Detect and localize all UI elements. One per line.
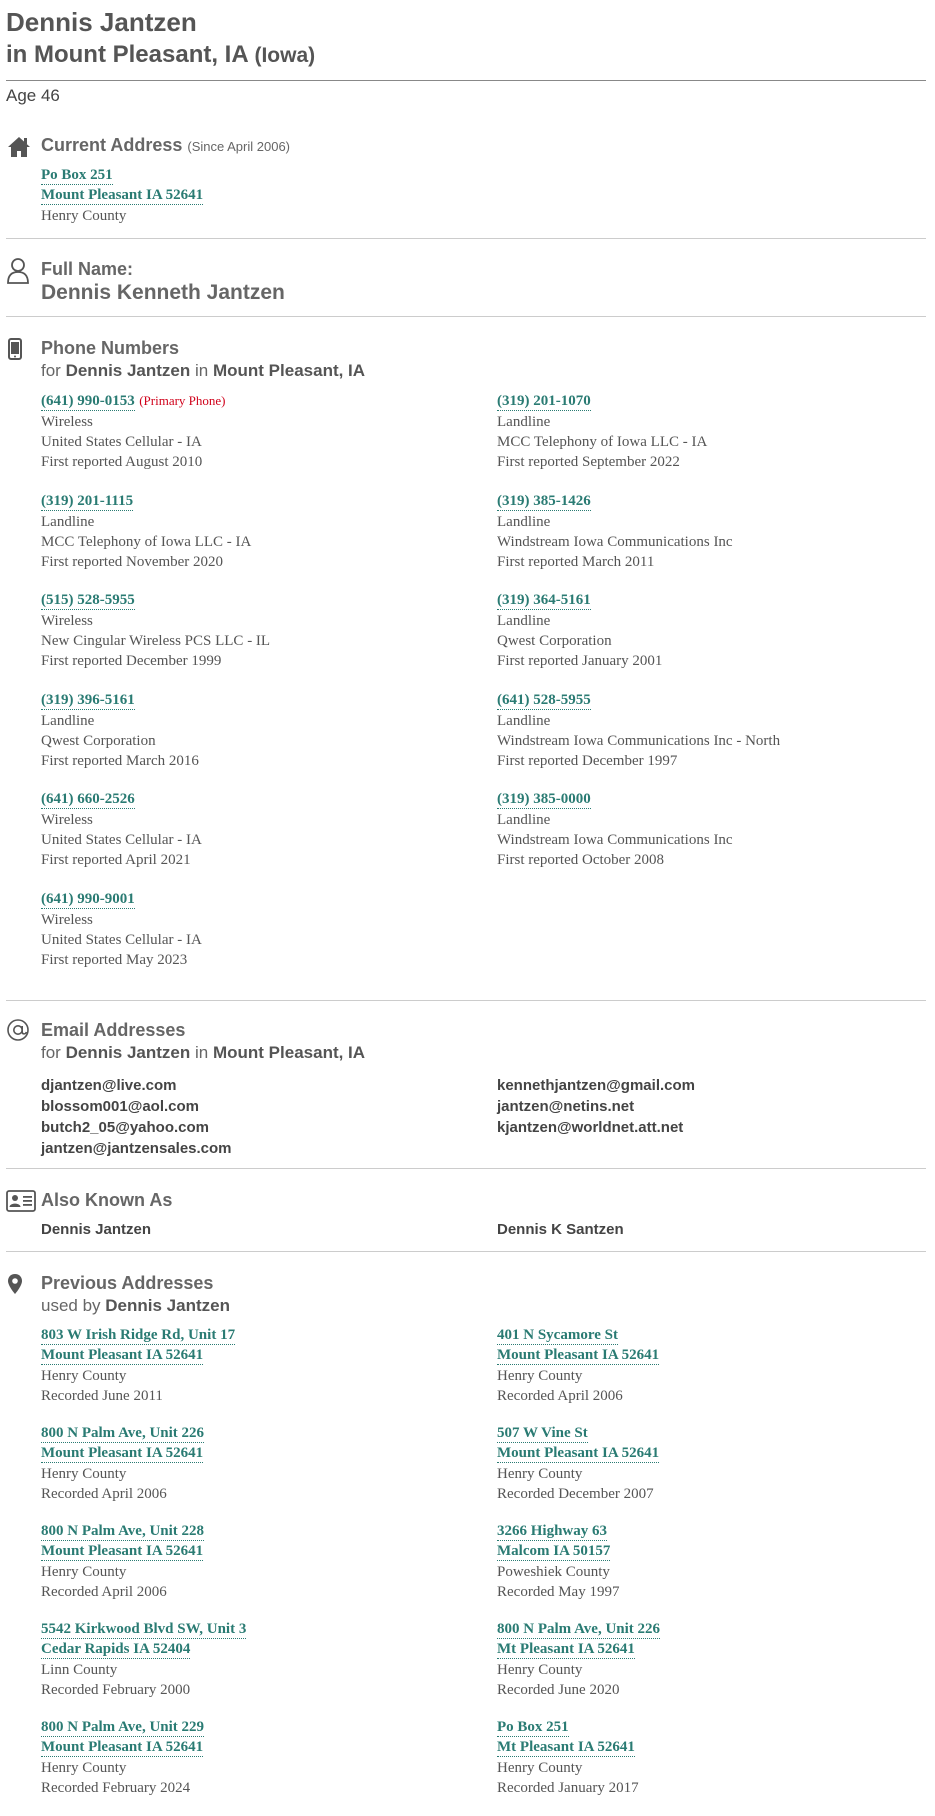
address-recorded: Recorded May 1997: [497, 1584, 620, 1600]
sub-in: in: [195, 1043, 209, 1062]
address-recorded: Recorded December 2007: [497, 1486, 654, 1502]
phone-reported: First reported April 2021: [41, 852, 191, 868]
phone-entry: [41, 492, 481, 572]
phone-number-link[interactable]: (319) 385-1426: [497, 492, 591, 509]
phone-number-link[interactable]: (319) 364-5161: [497, 592, 591, 608]
sub-name: Dennis Jantzen: [65, 1043, 191, 1062]
address-line2-link[interactable]: Malcom IA 50157: [497, 1543, 611, 1559]
phone-number-link[interactable]: (641) 990-0153: [41, 393, 135, 409]
phone-entry: [497, 492, 935, 572]
address-line1-link[interactable]: 5542 Kirkwood Blvd SW, Unit 3: [41, 1621, 247, 1637]
email-item[interactable]: kjantzen@worldnet.att.net: [497, 1119, 684, 1136]
section-divider: [6, 1251, 926, 1252]
current-address-line1-link[interactable]: Po Box 251: [41, 167, 113, 183]
phone-type: Landline: [41, 712, 95, 729]
header-divider: [6, 80, 926, 81]
email-list-right: [497, 1075, 695, 1138]
previous-address-entry: [497, 1718, 935, 1798]
previous-address-entry: [497, 1326, 935, 1406]
address-recorded: Recorded April 2006: [41, 1486, 167, 1502]
address-line1-link[interactable]: 401 N Sycamore St: [497, 1327, 618, 1343]
phone-reported: First reported May 2023: [41, 951, 188, 968]
address-line2-link[interactable]: Mount Pleasant IA 52641: [497, 1445, 660, 1461]
email-addresses-title: Email Addresses: [41, 1020, 186, 1040]
phone-entry: [41, 691, 481, 771]
email-item[interactable]: blossom001@aol.com: [41, 1098, 200, 1115]
previous-address-entry: [497, 1424, 935, 1504]
phone-reported: First reported March 2016: [41, 752, 199, 769]
full-name-value: Dennis Kenneth Jantzen: [41, 281, 285, 304]
phone-reported: First reported November 2020: [41, 553, 224, 570]
phone-type: Wireless: [41, 812, 93, 828]
phone-entry: [41, 392, 481, 472]
phone-carrier: MCC Telephony of Iowa LLC - IA: [41, 533, 252, 550]
previous-addresses-title: Previous Addresses: [41, 1273, 214, 1293]
primary-phone-badge: (Primary Phone): [139, 393, 226, 408]
previous-addresses-subtitle: [41, 1296, 230, 1316]
user-icon: [6, 256, 30, 284]
sub-name: Dennis Jantzen: [65, 361, 191, 380]
current-address-block: [41, 166, 481, 226]
full-name-label: Full Name:: [41, 259, 134, 279]
phone-entry: [41, 591, 481, 671]
address-line2-link[interactable]: Mount Pleasant IA 52641: [41, 1739, 204, 1755]
previous-address-entry: [497, 1620, 935, 1700]
aka-name[interactable]: Dennis Jantzen: [41, 1221, 152, 1238]
phone-reported: First reported September 2022: [497, 454, 680, 470]
previous-address-entry: [41, 1424, 481, 1504]
address-recorded: Recorded February 2000: [41, 1682, 191, 1698]
at-icon: [6, 1018, 30, 1042]
address-line1-link[interactable]: 800 N Palm Ave, Unit 226: [497, 1621, 661, 1637]
address-county: Poweshiek County: [497, 1564, 610, 1580]
phone-number-link[interactable]: (319) 385-0000: [497, 791, 591, 807]
id-card-icon: [6, 1190, 36, 1212]
sub-loc: Mount Pleasant, IA: [212, 361, 366, 380]
phone-type: Landline: [497, 613, 551, 629]
phone-reported: First reported December 1997: [497, 752, 678, 769]
phone-number-link[interactable]: (641) 528-5955: [497, 691, 591, 708]
phone-entry: [497, 591, 935, 671]
page-subtitle: [6, 38, 926, 73]
phone-type: Wireless: [41, 613, 93, 629]
address-county: Henry County: [41, 1564, 127, 1580]
address-county: Henry County: [497, 1662, 583, 1678]
phone-numbers-title: Phone Numbers: [41, 338, 180, 358]
previous-address-entry: [41, 1718, 481, 1798]
address-line2-link[interactable]: Mount Pleasant IA 52641: [497, 1347, 660, 1363]
phone-type: Landline: [41, 513, 95, 530]
sub-loc: Mount Pleasant, IA: [212, 1043, 366, 1062]
current-address-line2-link[interactable]: Mount Pleasant IA 52641: [41, 187, 204, 203]
email-item[interactable]: jantzen@netins.net: [497, 1098, 635, 1115]
phone-entry: [497, 392, 935, 472]
email-item[interactable]: djantzen@live.com: [41, 1077, 177, 1094]
phone-type: Landline: [497, 812, 551, 828]
phone-carrier: Qwest Corporation: [41, 732, 156, 749]
current-address-county: Henry County: [41, 208, 127, 224]
address-line1-link[interactable]: 800 N Palm Ave, Unit 228: [41, 1523, 205, 1539]
section-divider: [6, 238, 926, 239]
phone-carrier: MCC Telephony of Iowa LLC - IA: [497, 434, 708, 450]
email-item[interactable]: jantzen@jantzensales.com: [41, 1140, 232, 1157]
section-divider: [6, 1168, 926, 1169]
phone-carrier: United States Cellular - IA: [41, 931, 202, 948]
address-recorded: Recorded June 2011: [41, 1388, 163, 1404]
address-county: Henry County: [41, 1760, 127, 1776]
current-address-label: Current Address: [41, 135, 183, 155]
sub-for: for: [41, 361, 61, 380]
age-label: Age 46: [6, 86, 60, 105]
phone-number-link[interactable]: (641) 990-9001: [41, 890, 135, 907]
phone-reported: First reported August 2010: [41, 454, 203, 470]
phone-reported: First reported December 1999: [41, 653, 222, 669]
page-title: Dennis Jantzen: [6, 7, 197, 37]
email-addresses-subtitle: [41, 1043, 365, 1063]
previous-address-entry: [497, 1522, 935, 1602]
phone-number-link[interactable]: (319) 201-1115: [41, 492, 134, 509]
email-list-left: [41, 1075, 232, 1159]
address-line1-link[interactable]: 803 W Irish Ridge Rd, Unit 17: [41, 1327, 236, 1343]
phone-number-link[interactable]: (515) 528-5955: [41, 592, 135, 608]
home-icon: [6, 134, 32, 160]
address-line2-link[interactable]: Mount Pleasant IA 52641: [41, 1347, 204, 1363]
phone-carrier: Windstream Iowa Communications Inc: [497, 832, 733, 848]
location-text: in Mount Pleasant, IA: [6, 41, 248, 68]
address-line2-link[interactable]: Mount Pleasant IA 52641: [41, 1445, 204, 1461]
address-county: Henry County: [497, 1760, 583, 1776]
address-line2-link[interactable]: Mt Pleasant IA 52641: [497, 1739, 635, 1755]
phone-carrier: New Cingular Wireless PCS LLC - IL: [41, 633, 271, 649]
phone-type: Landline: [497, 414, 551, 430]
phone-entry: [497, 691, 935, 771]
phone-carrier: Windstream Iowa Communications Inc - North: [497, 732, 781, 749]
sub-name: Dennis Jantzen: [105, 1296, 230, 1315]
address-line1-link[interactable]: 800 N Palm Ave, Unit 229: [41, 1719, 205, 1735]
address-county: Henry County: [497, 1466, 583, 1482]
sub-for: for: [41, 1043, 61, 1062]
address-line1-link[interactable]: Po Box 251: [497, 1719, 569, 1735]
phone-type: Landline: [497, 513, 551, 530]
phone-reported: First reported March 2011: [497, 553, 655, 570]
aka-name[interactable]: Dennis K Santzen: [497, 1221, 624, 1238]
since-label: (Since April 2006): [187, 139, 291, 154]
phone-type: Wireless: [41, 911, 93, 928]
previous-address-entry: [41, 1326, 481, 1406]
address-recorded: Recorded January 2017: [497, 1780, 639, 1796]
phone-type: Wireless: [41, 414, 93, 430]
address-line1-link[interactable]: 3266 Highway 63: [497, 1523, 608, 1539]
address-recorded: Recorded February 2024: [41, 1780, 191, 1796]
sub-in: in: [195, 361, 209, 380]
phone-reported: First reported October 2008: [497, 852, 665, 868]
address-line1-link[interactable]: 507 W Vine St: [497, 1425, 588, 1441]
phone-carrier: United States Cellular - IA: [41, 832, 202, 848]
phone-entry: [41, 890, 481, 970]
phone-entry: [41, 790, 481, 870]
email-item[interactable]: kennethjantzen@gmail.com: [497, 1077, 695, 1094]
previous-address-entry: [41, 1620, 481, 1700]
address-line2-link[interactable]: Mt Pleasant IA 52641: [497, 1641, 635, 1657]
map-pin-icon: [7, 1273, 23, 1295]
address-county: Linn County: [41, 1662, 118, 1678]
phone-number-link[interactable]: (641) 660-2526: [41, 791, 135, 807]
phone-reported: First reported January 2001: [497, 653, 663, 669]
also-known-as-title: Also Known As: [41, 1190, 173, 1210]
address-county: Henry County: [41, 1368, 127, 1384]
sub-used: used by: [41, 1296, 101, 1315]
address-county: Henry County: [41, 1466, 127, 1482]
phone-carrier: Windstream Iowa Communications Inc: [497, 533, 733, 550]
section-divider: [6, 316, 926, 317]
phone-carrier: United States Cellular - IA: [41, 434, 202, 450]
address-recorded: Recorded April 2006: [497, 1388, 623, 1404]
current-address-title: [41, 135, 290, 156]
previous-address-entry: [41, 1522, 481, 1602]
address-county: Henry County: [497, 1368, 583, 1384]
page-header: [6, 6, 926, 73]
section-divider: [6, 1000, 926, 1001]
phone-number-link[interactable]: (319) 201-1070: [497, 393, 591, 409]
address-recorded: Recorded April 2006: [41, 1584, 167, 1600]
phone-type: Landline: [497, 712, 551, 729]
address-line2-link[interactable]: Cedar Rapids IA 52404: [41, 1641, 191, 1657]
phone-icon: [8, 338, 22, 360]
state-text: (Iowa): [254, 44, 316, 67]
address-line2-link[interactable]: Mount Pleasant IA 52641: [41, 1543, 204, 1559]
phone-carrier: Qwest Corporation: [497, 633, 612, 649]
address-line1-link[interactable]: 800 N Palm Ave, Unit 226: [41, 1425, 205, 1441]
phone-numbers-subtitle: [41, 361, 365, 381]
phone-number-link[interactable]: (319) 396-5161: [41, 691, 135, 708]
email-item[interactable]: butch2_05@yahoo.com: [41, 1119, 210, 1136]
phone-entry: [497, 790, 935, 870]
address-recorded: Recorded June 2020: [497, 1682, 620, 1698]
